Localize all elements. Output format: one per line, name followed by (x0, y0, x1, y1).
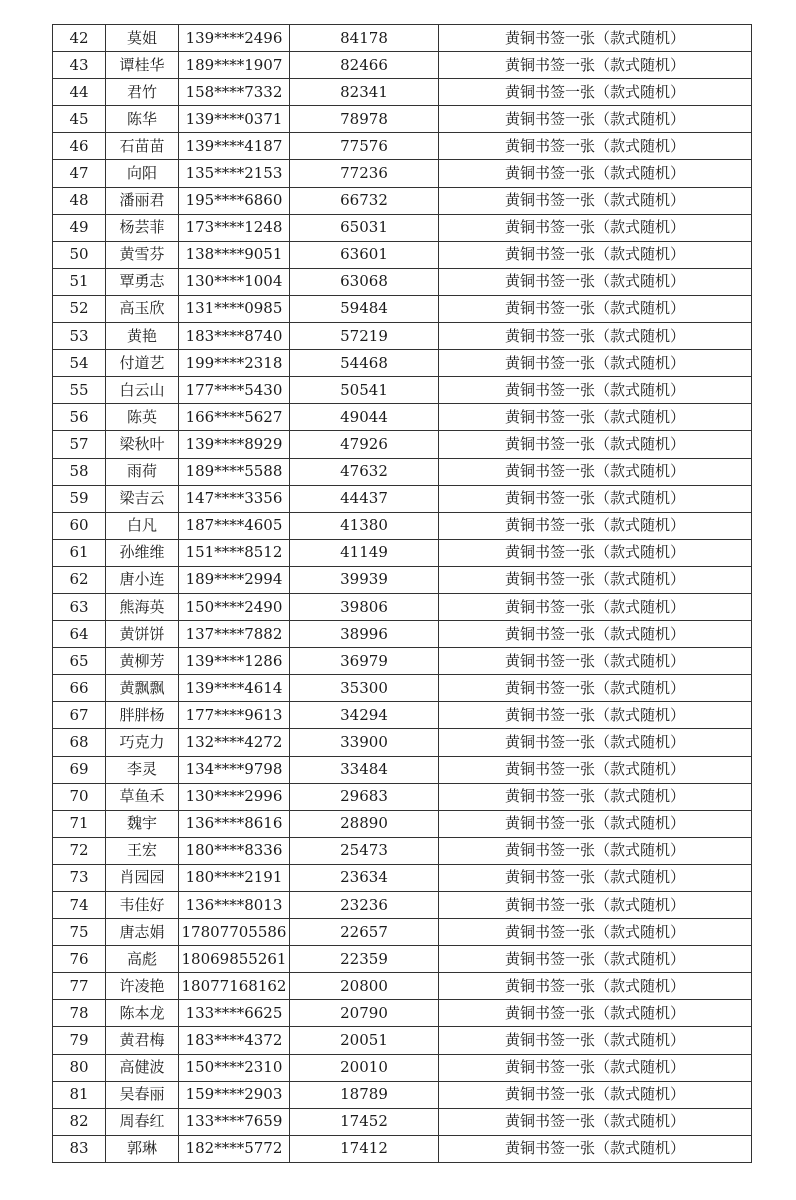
table-row (53, 431, 752, 458)
name-cell: 付道艺 (106, 350, 179, 377)
name-cell: 白凡 (106, 512, 179, 539)
name-cell: 草鱼禾 (106, 783, 179, 810)
rank-cell: 72 (53, 837, 106, 864)
table-row (53, 729, 752, 756)
prize-cell: 黄铜书签一张（款式随机） (439, 106, 752, 133)
score-cell: 41149 (290, 539, 439, 566)
phone-cell: 189****5588 (179, 458, 290, 485)
name-cell: 周春红 (106, 1108, 179, 1135)
name-cell: 唐小连 (106, 566, 179, 593)
winners-table (52, 24, 752, 1163)
phone-cell: 187****4605 (179, 512, 290, 539)
rank-cell: 78 (53, 1000, 106, 1027)
phone-cell: 189****2994 (179, 566, 290, 593)
name-cell: 黄雪芬 (106, 241, 179, 268)
prize-cell: 黄铜书签一张（款式随机） (439, 431, 752, 458)
rank-cell: 75 (53, 919, 106, 946)
rank-cell: 81 (53, 1081, 106, 1108)
name-cell: 白云山 (106, 377, 179, 404)
phone-cell: 166****5627 (179, 404, 290, 431)
phone-cell: 183****8740 (179, 323, 290, 350)
prize-cell: 黄铜书签一张（款式随机） (439, 79, 752, 106)
table-row (53, 214, 752, 241)
score-cell: 78978 (290, 106, 439, 133)
prize-cell: 黄铜书签一张（款式随机） (439, 919, 752, 946)
phone-cell: 136****8013 (179, 892, 290, 919)
score-cell: 44437 (290, 485, 439, 512)
phone-cell: 139****4187 (179, 133, 290, 160)
table-row (53, 79, 752, 106)
name-cell: 杨芸菲 (106, 214, 179, 241)
phone-cell: 195****6860 (179, 187, 290, 214)
name-cell: 许凌艳 (106, 973, 179, 1000)
prize-cell: 黄铜书签一张（款式随机） (439, 729, 752, 756)
phone-cell: 139****2496 (179, 25, 290, 52)
prize-cell: 黄铜书签一张（款式随机） (439, 323, 752, 350)
table-row (53, 458, 752, 485)
score-cell: 82341 (290, 79, 439, 106)
name-cell: 唐志娟 (106, 919, 179, 946)
rank-cell: 64 (53, 621, 106, 648)
name-cell: 高健波 (106, 1054, 179, 1081)
rank-cell: 83 (53, 1135, 106, 1162)
score-cell: 23236 (290, 892, 439, 919)
score-cell: 20010 (290, 1054, 439, 1081)
prize-cell: 黄铜书签一张（款式随机） (439, 1054, 752, 1081)
score-cell: 22657 (290, 919, 439, 946)
phone-cell: 177****5430 (179, 377, 290, 404)
phone-cell: 130****1004 (179, 268, 290, 295)
score-cell: 54468 (290, 350, 439, 377)
score-cell: 59484 (290, 295, 439, 322)
table-row (53, 756, 752, 783)
phone-cell: 189****1907 (179, 52, 290, 79)
name-cell: 王宏 (106, 837, 179, 864)
table-row (53, 675, 752, 702)
table-row (53, 133, 752, 160)
table-row (53, 377, 752, 404)
table-row (53, 837, 752, 864)
phone-cell: 139****1286 (179, 648, 290, 675)
table-row (53, 810, 752, 837)
prize-cell: 黄铜书签一张（款式随机） (439, 675, 752, 702)
rank-cell: 52 (53, 295, 106, 322)
table-row (53, 973, 752, 1000)
table-row (53, 268, 752, 295)
phone-cell: 147****3356 (179, 485, 290, 512)
table-row (53, 1000, 752, 1027)
name-cell: 雨荷 (106, 458, 179, 485)
score-cell: 20790 (290, 1000, 439, 1027)
name-cell: 黄飘飘 (106, 675, 179, 702)
table-row (53, 1108, 752, 1135)
name-cell: 覃勇志 (106, 268, 179, 295)
prize-cell: 黄铜书签一张（款式随机） (439, 25, 752, 52)
table-row (53, 323, 752, 350)
name-cell: 李灵 (106, 756, 179, 783)
prize-cell: 黄铜书签一张（款式随机） (439, 1081, 752, 1108)
phone-cell: 151****8512 (179, 539, 290, 566)
name-cell: 巧克力 (106, 729, 179, 756)
prize-cell: 黄铜书签一张（款式随机） (439, 1108, 752, 1135)
name-cell: 梁秋叶 (106, 431, 179, 458)
phone-cell: 131****0985 (179, 295, 290, 322)
name-cell: 黄艳 (106, 323, 179, 350)
name-cell: 高玉欣 (106, 295, 179, 322)
phone-cell: 159****2903 (179, 1081, 290, 1108)
phone-cell: 139****4614 (179, 675, 290, 702)
table-row (53, 946, 752, 973)
table-row (53, 241, 752, 268)
score-cell: 18789 (290, 1081, 439, 1108)
rank-cell: 45 (53, 106, 106, 133)
table-row (53, 160, 752, 187)
score-cell: 33900 (290, 729, 439, 756)
rank-cell: 57 (53, 431, 106, 458)
prize-cell: 黄铜书签一张（款式随机） (439, 1000, 752, 1027)
score-cell: 34294 (290, 702, 439, 729)
winners-table-body (53, 25, 752, 1163)
score-cell: 47926 (290, 431, 439, 458)
name-cell: 君竹 (106, 79, 179, 106)
rank-cell: 46 (53, 133, 106, 160)
rank-cell: 70 (53, 783, 106, 810)
table-row (53, 106, 752, 133)
score-cell: 65031 (290, 214, 439, 241)
prize-cell: 黄铜书签一张（款式随机） (439, 593, 752, 620)
table-row (53, 485, 752, 512)
prize-cell: 黄铜书签一张（款式随机） (439, 160, 752, 187)
table-row (53, 350, 752, 377)
table-row (53, 566, 752, 593)
name-cell: 韦佳好 (106, 892, 179, 919)
rank-cell: 51 (53, 268, 106, 295)
score-cell: 50541 (290, 377, 439, 404)
phone-cell: 18077168162 (179, 973, 290, 1000)
rank-cell: 65 (53, 648, 106, 675)
phone-cell: 150****2310 (179, 1054, 290, 1081)
rank-cell: 79 (53, 1027, 106, 1054)
prize-cell: 黄铜书签一张（款式随机） (439, 539, 752, 566)
table-row (53, 919, 752, 946)
rank-cell: 53 (53, 323, 106, 350)
rank-cell: 82 (53, 1108, 106, 1135)
phone-cell: 133****6625 (179, 1000, 290, 1027)
name-cell: 黄柳芳 (106, 648, 179, 675)
phone-cell: 180****8336 (179, 837, 290, 864)
prize-cell: 黄铜书签一张（款式随机） (439, 783, 752, 810)
prize-cell: 黄铜书签一张（款式随机） (439, 810, 752, 837)
phone-cell: 18069855261 (179, 946, 290, 973)
table-row (53, 864, 752, 891)
score-cell: 66732 (290, 187, 439, 214)
score-cell: 77236 (290, 160, 439, 187)
prize-cell: 黄铜书签一张（款式随机） (439, 837, 752, 864)
prize-cell: 黄铜书签一张（款式随机） (439, 133, 752, 160)
rank-cell: 48 (53, 187, 106, 214)
prize-cell: 黄铜书签一张（款式随机） (439, 1027, 752, 1054)
score-cell: 23634 (290, 864, 439, 891)
score-cell: 36979 (290, 648, 439, 675)
prize-cell: 黄铜书签一张（款式随机） (439, 864, 752, 891)
name-cell: 陈英 (106, 404, 179, 431)
score-cell: 39806 (290, 593, 439, 620)
name-cell: 魏宇 (106, 810, 179, 837)
name-cell: 孙维维 (106, 539, 179, 566)
rank-cell: 69 (53, 756, 106, 783)
phone-cell: 136****8616 (179, 810, 290, 837)
table-row (53, 52, 752, 79)
name-cell: 梁吉云 (106, 485, 179, 512)
phone-cell: 139****0371 (179, 106, 290, 133)
prize-cell: 黄铜书签一张（款式随机） (439, 295, 752, 322)
prize-cell: 黄铜书签一张（款式随机） (439, 621, 752, 648)
phone-cell: 134****9798 (179, 756, 290, 783)
prize-cell: 黄铜书签一张（款式随机） (439, 485, 752, 512)
name-cell: 高彪 (106, 946, 179, 973)
rank-cell: 58 (53, 458, 106, 485)
prize-cell: 黄铜书签一张（款式随机） (439, 214, 752, 241)
name-cell: 黄君梅 (106, 1027, 179, 1054)
table-row (53, 512, 752, 539)
score-cell: 57219 (290, 323, 439, 350)
prize-cell: 黄铜书签一张（款式随机） (439, 892, 752, 919)
phone-cell: 150****2490 (179, 593, 290, 620)
table-row (53, 783, 752, 810)
score-cell: 47632 (290, 458, 439, 485)
phone-cell: 137****7882 (179, 621, 290, 648)
phone-cell: 158****7332 (179, 79, 290, 106)
name-cell: 向阳 (106, 160, 179, 187)
score-cell: 20800 (290, 973, 439, 1000)
table-row (53, 404, 752, 431)
score-cell: 84178 (290, 25, 439, 52)
table-row (53, 187, 752, 214)
prize-cell: 黄铜书签一张（款式随机） (439, 377, 752, 404)
prize-cell: 黄铜书签一张（款式随机） (439, 52, 752, 79)
rank-cell: 55 (53, 377, 106, 404)
table-row (53, 648, 752, 675)
name-cell: 郭琳 (106, 1135, 179, 1162)
table-row (53, 1135, 752, 1162)
score-cell: 82466 (290, 52, 439, 79)
prize-cell: 黄铜书签一张（款式随机） (439, 973, 752, 1000)
name-cell: 吴春丽 (106, 1081, 179, 1108)
name-cell: 谭桂华 (106, 52, 179, 79)
phone-cell: 199****2318 (179, 350, 290, 377)
rank-cell: 71 (53, 810, 106, 837)
phone-cell: 133****7659 (179, 1108, 290, 1135)
phone-cell: 135****2153 (179, 160, 290, 187)
name-cell: 石苗苗 (106, 133, 179, 160)
rank-cell: 54 (53, 350, 106, 377)
table-row (53, 621, 752, 648)
rank-cell: 50 (53, 241, 106, 268)
prize-cell: 黄铜书签一张（款式随机） (439, 946, 752, 973)
name-cell: 潘丽君 (106, 187, 179, 214)
rank-cell: 47 (53, 160, 106, 187)
phone-cell: 139****8929 (179, 431, 290, 458)
phone-cell: 182****5772 (179, 1135, 290, 1162)
score-cell: 35300 (290, 675, 439, 702)
prize-cell: 黄铜书签一张（款式随机） (439, 350, 752, 377)
phone-cell: 130****2996 (179, 783, 290, 810)
table-row (53, 25, 752, 52)
prize-cell: 黄铜书签一张（款式随机） (439, 512, 752, 539)
score-cell: 17412 (290, 1135, 439, 1162)
score-cell: 28890 (290, 810, 439, 837)
rank-cell: 66 (53, 675, 106, 702)
score-cell: 22359 (290, 946, 439, 973)
score-cell: 38996 (290, 621, 439, 648)
phone-cell: 173****1248 (179, 214, 290, 241)
score-cell: 17452 (290, 1108, 439, 1135)
prize-cell: 黄铜书签一张（款式随机） (439, 404, 752, 431)
name-cell: 熊海英 (106, 593, 179, 620)
rank-cell: 49 (53, 214, 106, 241)
rank-cell: 63 (53, 593, 106, 620)
rank-cell: 76 (53, 946, 106, 973)
score-cell: 29683 (290, 783, 439, 810)
rank-cell: 59 (53, 485, 106, 512)
name-cell: 黄饼饼 (106, 621, 179, 648)
score-cell: 49044 (290, 404, 439, 431)
prize-cell: 黄铜书签一张（款式随机） (439, 756, 752, 783)
phone-cell: 132****4272 (179, 729, 290, 756)
prize-cell: 黄铜书签一张（款式随机） (439, 1135, 752, 1162)
table-row (53, 1027, 752, 1054)
name-cell: 莫姐 (106, 25, 179, 52)
prize-cell: 黄铜书签一张（款式随机） (439, 458, 752, 485)
name-cell: 肖园园 (106, 864, 179, 891)
prize-cell: 黄铜书签一张（款式随机） (439, 268, 752, 295)
name-cell: 陈华 (106, 106, 179, 133)
rank-cell: 68 (53, 729, 106, 756)
score-cell: 77576 (290, 133, 439, 160)
table-row (53, 539, 752, 566)
rank-cell: 56 (53, 404, 106, 431)
rank-cell: 80 (53, 1054, 106, 1081)
prize-cell: 黄铜书签一张（款式随机） (439, 702, 752, 729)
prize-cell: 黄铜书签一张（款式随机） (439, 648, 752, 675)
phone-cell: 17807705586 (179, 919, 290, 946)
prize-cell: 黄铜书签一张（款式随机） (439, 241, 752, 268)
table-row (53, 295, 752, 322)
table-row (53, 702, 752, 729)
phone-cell: 138****9051 (179, 241, 290, 268)
rank-cell: 67 (53, 702, 106, 729)
name-cell: 陈本龙 (106, 1000, 179, 1027)
rank-cell: 62 (53, 566, 106, 593)
rank-cell: 42 (53, 25, 106, 52)
table-row (53, 1054, 752, 1081)
rank-cell: 77 (53, 973, 106, 1000)
rank-cell: 61 (53, 539, 106, 566)
name-cell: 胖胖杨 (106, 702, 179, 729)
rank-cell: 43 (53, 52, 106, 79)
phone-cell: 183****4372 (179, 1027, 290, 1054)
phone-cell: 180****2191 (179, 864, 290, 891)
table-row (53, 1081, 752, 1108)
score-cell: 20051 (290, 1027, 439, 1054)
table-row (53, 593, 752, 620)
score-cell: 41380 (290, 512, 439, 539)
prize-cell: 黄铜书签一张（款式随机） (439, 566, 752, 593)
rank-cell: 74 (53, 892, 106, 919)
table-row (53, 892, 752, 919)
score-cell: 25473 (290, 837, 439, 864)
rank-cell: 73 (53, 864, 106, 891)
rank-cell: 44 (53, 79, 106, 106)
rank-cell: 60 (53, 512, 106, 539)
score-cell: 63601 (290, 241, 439, 268)
score-cell: 63068 (290, 268, 439, 295)
score-cell: 39939 (290, 566, 439, 593)
phone-cell: 177****9613 (179, 702, 290, 729)
prize-cell: 黄铜书签一张（款式随机） (439, 187, 752, 214)
score-cell: 33484 (290, 756, 439, 783)
